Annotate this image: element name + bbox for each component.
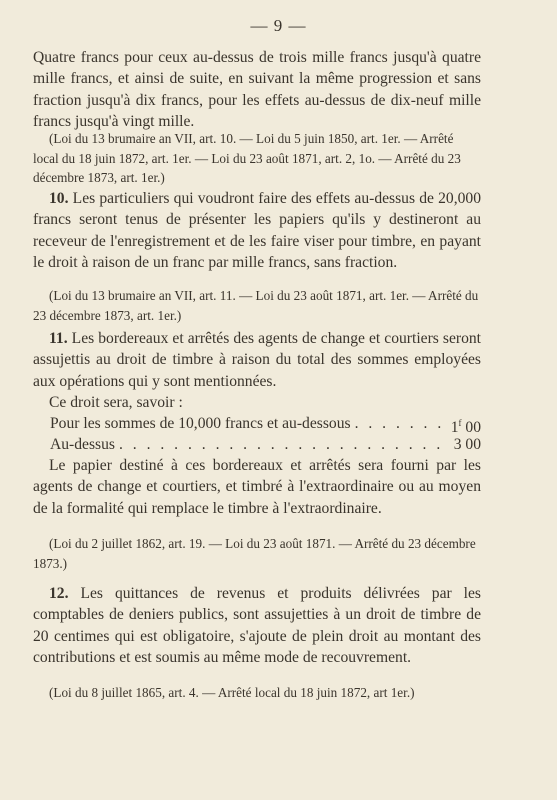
article-text: Les particuliers qui voudront faire des effets au-dessus de 20,000 francs seront tenus de présenter les papiers qu'ils y destineront au receveur de l'enregistrement et de les faire viser pour timbre, en payant le droit à raison de un franc par mille francs, sans fraction. [33,190,481,271]
citation-text: (Loi du 13 brumaire an VII, art. 10. — Loi du 5 juin 1850, art. 1er. — Arrêté local du 18 juin 1872, art. 1er. — Loi du 23 août 1871, art. 2, 1o. — Arrêté du 23 décembre 1873, art. 1er.) [33,131,461,185]
article-12 [33,583,481,668]
article-12-citation [33,683,481,703]
rate-label: Pour les sommes de 10,000 francs et au-dessous [50,415,351,432]
franc-symbol: f [458,418,462,428]
rate-cents: 00 [465,436,481,453]
article-10 [33,188,481,273]
article-11 [33,328,481,392]
rate-francs: 1 [450,419,459,437]
article-text: Les bordereaux et arrêtés des agents de change et courtiers seront assujettis au droit de timbre à raison du total des sommes employées aux opérations qui y sont mentionnées. [33,330,481,390]
page-number: — 9 — [250,16,307,35]
paragraph-continuation: Quatre francs pour ceux au-dessus de trois mille francs jusqu'à quatre mille francs, et ainsi de suite, en suivant la même progression et sans fraction jusqu'à dix francs, pour les effets au-dessus de dix-neuf mille francs jusqu'à vingt mille. [33,49,481,130]
citation-text: (Loi du 2 juillet 1862, art. 19. — Loi du 23 août 1871. — Arrêté du 23 décembre 1873.) [33,536,476,571]
rate-francs: 3 [453,436,462,453]
article-text: Les quittances de revenus et produits délivrées par les comptables de deniers publics, sont assujetties à un droit de timbre de 20 centimes qui est obligatoire, s'ajoute de plein droit au montant des contributions et est soumis au même mode de recouvrement. [33,585,481,666]
leader-dots [119,434,450,455]
article-number: 10. [49,190,69,207]
article-number: 11. [49,330,68,347]
article-11-intro: Ce droit sera, savoir : [49,394,183,411]
rate-cents: 00 [465,419,481,437]
article-11-citation [33,534,481,573]
citation-top [33,129,481,188]
article-10-citation [33,286,481,325]
article-number: 12. [49,585,69,602]
citation-text: (Loi du 8 juillet 1865, art. 4. — Arrêté local du 18 juin 1872, art 1er.) [49,685,415,700]
article-11-paragraph-2: Le papier destiné à ces bordereaux et arrêtés sera fourni par les agents de change et courtiers, et timbré à l'extraordinaire ou au moyen de la formalité qui remplace le timbre à l'extraordinaire. [33,457,481,517]
citation-text: (Loi du 13 brumaire an VII, art. 11. — Loi du 23 août 1871, art. 1er. — Arrêté du 23 décembre 1873, art. 1er.) [33,288,479,323]
rate-label: Au-dessus [50,436,115,453]
rate-amount [454,434,481,455]
rate-row-2 [50,434,481,455]
